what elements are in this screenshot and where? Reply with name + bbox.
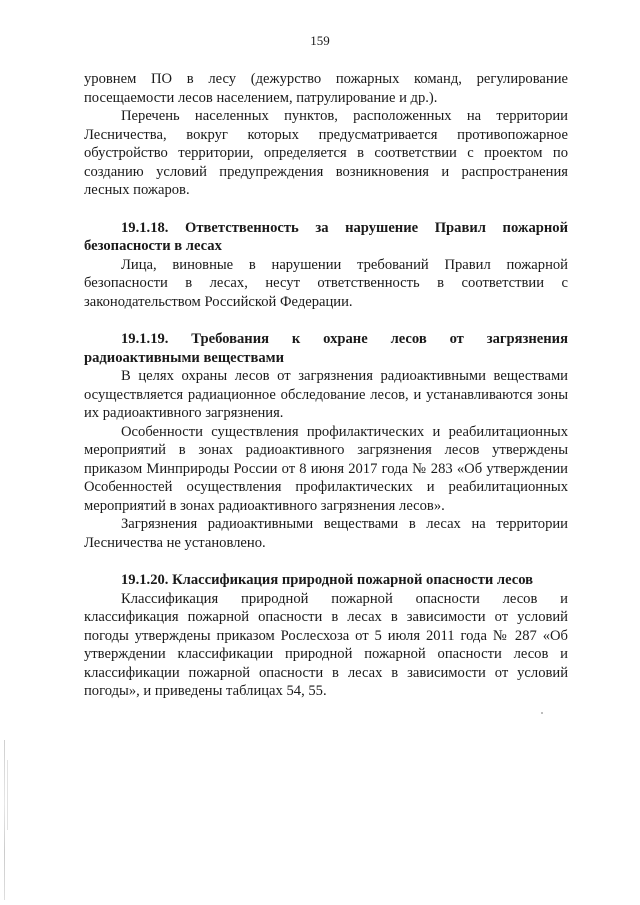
page-number: 159	[310, 33, 330, 48]
paragraph-settlements-list: Перечень населенных пунктов, расположенных на территории Лесничества, вокруг которых предусматривается противопожарное обустройство территории, определяется в соответствии с проектом по созданию условий предупреждения возникновения и распространения лесных пожаров.	[84, 108, 568, 198]
paragraph-fire-prevention-measures: уровнем ПО в лесу (дежурство пожарных команд, регулирование посещаемости лесов населением, патрулирование и др.).	[84, 71, 568, 106]
heading-19-1-18: 19.1.18. Ответственность за нарушение Правил пожарной безопасности в лесах	[84, 219, 568, 254]
paragraph-fire-classification: Классификация природной пожарной опасности лесов и классификация пожарной опасности в лесах в зависимости от условий погоды утверждены приказом Рослесхоза от 5 июля 2011 года № 287 «Об утверждении классификации природной пожарной опасности лесов и классификации пожарной опасности в лесах в зависимости от условий погоды», и приведены таблицах 54, 55.	[84, 590, 568, 699]
heading-19-1-20: 19.1.20. Классификация природной пожарной опасности лесов	[121, 572, 534, 588]
scan-edge-mark	[4, 740, 5, 900]
heading-19-1-19: 19.1.19. Требования к охране лесов от загрязнения радиоактивными веществами	[84, 331, 568, 366]
scan-edge-mark-secondary	[7, 760, 8, 830]
paragraph-responsibility: Лица, виновные в нарушении требований Правил пожарной безопасности в лесах, несут ответственность в соответствии с законодательством Российской Федерации.	[84, 256, 568, 310]
paragraph-radiation-order: Особенности существления профилактических и реабилитационных мероприятий в зонах радиоактивного загрязнения лесов утверждены приказом Минприроды России от 8 июня 2017 года № 283 «Об утверждении Особенностей осуществления профилактических и реабилитационных мероприятий в зонах радиоактивного загрязнения лесов».	[84, 423, 568, 514]
scan-speck	[541, 712, 543, 714]
document-body	[84, 70, 568, 701]
paragraph-radiation-survey: В целях охраны лесов от загрязнения радиоактивными веществами осуществляется радиационное обследование лесов, и устанавливаются зоны их радиоактивного загрязнения.	[84, 368, 568, 421]
paragraph-radiation-status: Загрязнения радиоактивными веществами в лесах на территории Лесничества не установлено.	[84, 516, 568, 551]
